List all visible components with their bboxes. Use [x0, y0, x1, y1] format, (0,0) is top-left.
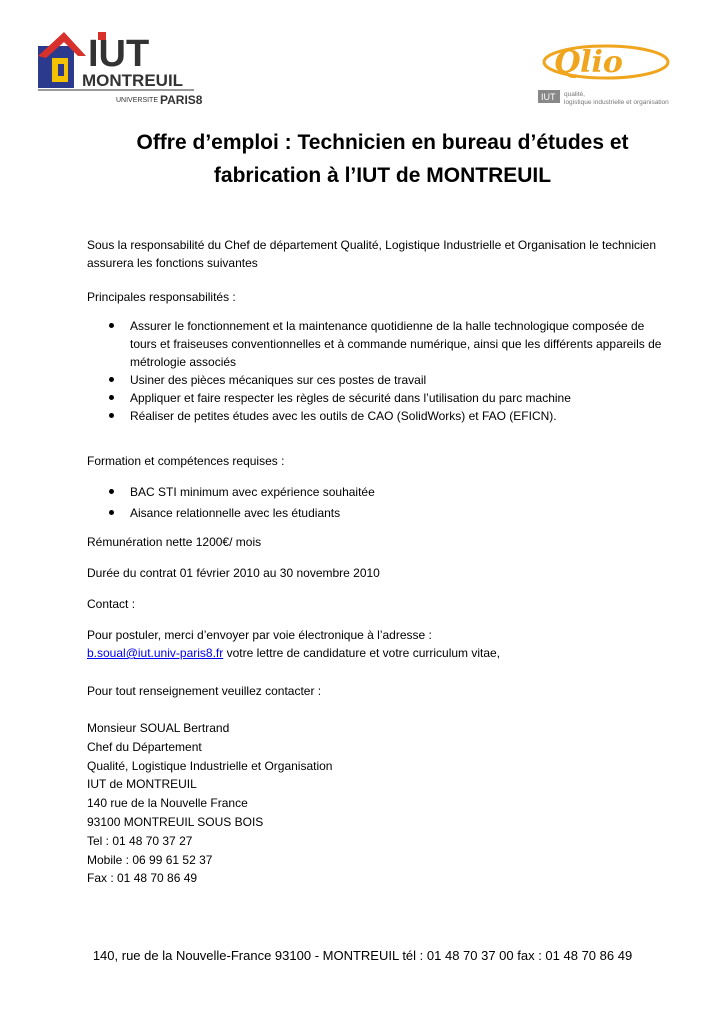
iut-logo-paris8: PARIS8	[160, 93, 203, 107]
apply-line: Pour postuler, merci d’envoyer par voie électronique à l’adresse :	[87, 628, 432, 642]
contract-duration-text: Durée du contrat 01 février 2010 au 30 novembre 2010	[87, 566, 380, 580]
bullet-icon	[109, 395, 114, 400]
address-line: 140 rue de la Nouvelle France	[87, 796, 248, 811]
title-line-2: fabrication à l’IUT de MONTREUIL	[213, 164, 552, 187]
address-line: Mobile : 06 99 61 52 37	[87, 852, 213, 867]
iut-logo-text: IUT	[88, 33, 150, 75]
qlio-logo-brand: Qlio	[554, 45, 623, 80]
page-title	[60, 126, 705, 192]
bullet-icon	[109, 413, 114, 418]
address-line: Tel : 01 48 70 37 27	[87, 833, 193, 848]
responsibility-line: Appliquer et faire respecter les règles de sécurité dans l’utilisation du parc machine	[130, 391, 571, 405]
responsibility-line: Réaliser de petites études avec les outils de CAO (SolidWorks) et FAO (EFICN).	[130, 409, 557, 423]
bullet-icon	[109, 489, 114, 494]
iut-logo-university: UNIVERSITE	[116, 97, 159, 104]
skill-text: BAC STI minimum avec expérience souhaitée	[130, 485, 375, 499]
address-line: IUT de MONTREUIL	[87, 777, 197, 792]
address-line: Fax : 01 48 70 86 49	[87, 871, 198, 886]
email-link[interactable]: b.soual@iut.univ-paris8.fr	[87, 646, 224, 660]
address-line: Monsieur SOUAL Bertrand	[87, 721, 230, 735]
address-line: Qualité, Logistique Industrielle et Organisation	[87, 758, 333, 773]
responsibility-line: Assurer le fonctionnement et la maintenance quotidienne de la halle technologique composée de	[130, 319, 645, 333]
contact-address-block	[87, 719, 332, 888]
responsibility-item	[87, 407, 661, 425]
responsibility-item	[87, 389, 661, 407]
apply-rest: votre lettre de candidature et votre curriculum vitae,	[223, 646, 501, 660]
address-line: Chef du Département	[87, 739, 202, 754]
apply-line-2	[87, 644, 500, 662]
contact-heading: Contact :	[87, 597, 136, 611]
apply-paragraph	[87, 626, 500, 662]
iut-montreuil-logo	[38, 28, 203, 108]
qlio-logo-tagline-2: logistique industrielle et organisation	[564, 99, 669, 106]
bullet-icon	[109, 377, 114, 382]
responsibility-item	[87, 371, 661, 389]
responsibility-line: tours et fraiseuses conventionnelles et à commande numérique, ainsi que les différents appareils de	[130, 337, 662, 351]
qlio-logo-tagline-1: qualité,	[564, 91, 585, 98]
page-footer: 140, rue de la Nouvelle-France 93100 - MONTREUIL tél : 01 48 70 37 00 fax : 01 48 70 86 49	[92, 948, 633, 963]
intro-paragraph	[87, 236, 656, 272]
intro-line-1: Sous la responsabilité du Chef de département Qualité, Logistique Industrielle et Organisation le technicien	[87, 238, 657, 252]
responsibility-line: Usiner des pièces mécaniques sur ces postes de travail	[130, 373, 427, 387]
bullet-icon	[109, 510, 114, 515]
responsibilities-list	[87, 317, 661, 425]
skill-text: Aisance relationnelle avec les étudiants	[130, 506, 341, 520]
info-line: Pour tout renseignement veuillez contacter :	[87, 684, 322, 698]
qlio-logo-badge: IUT	[541, 92, 556, 102]
bullet-icon	[109, 323, 114, 328]
skills-list	[87, 483, 375, 525]
salary-text: Rémunération nette 1200€/ mois	[87, 535, 262, 549]
address-line: 93100 MONTREUIL SOUS BOIS	[87, 814, 264, 829]
skill-item	[87, 483, 375, 501]
responsibility-item	[87, 317, 661, 371]
qlio-logo	[536, 40, 694, 108]
responsibilities-heading: Principales responsabilités :	[87, 290, 236, 304]
intro-line-2: assurera les fonctions suivantes	[87, 256, 258, 270]
title-line-1: Offre d’emploi : Technicien en bureau d’études et	[136, 131, 629, 154]
skills-heading: Formation et compétences requises :	[87, 454, 285, 468]
responsibility-line: métrologie associés	[130, 355, 237, 369]
skill-item	[87, 504, 375, 522]
iut-logo-city: MONTREUIL	[82, 71, 184, 90]
